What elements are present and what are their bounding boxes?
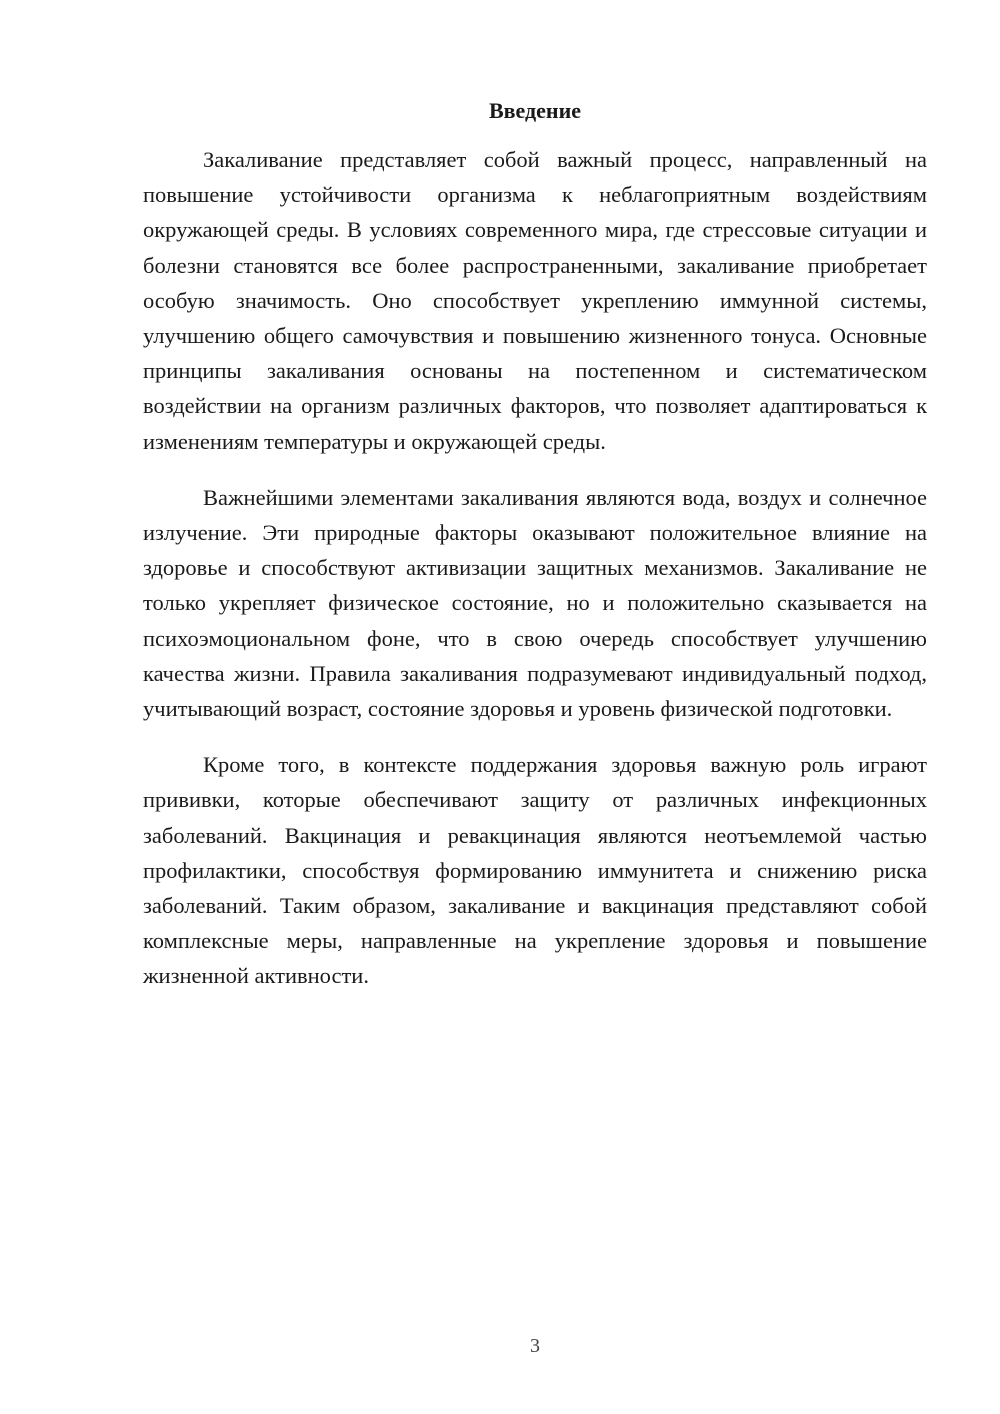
paragraph-2: Важнейшими элементами закаливания являются вода, воздух и солнечное излучение. Эти природные факторы оказывают положительное влияние на здоровье и способствуют активизации защитных механизмов. Закаливание не только укрепляет физическое состояние, но и положительно сказывается на психоэмоциональном фоне, что в свою очередь способствует улучшению качества жизни. Правила закаливания подразумевают индивидуальный подход, учитывающий возраст, состояние здоровья и уровень физической подготовки.	[143, 484, 927, 722]
section-heading: Введение	[488, 98, 582, 123]
paragraph-3: Кроме того, в контексте поддержания здоровья важную роль играют прививки, которые обеспечивают защиту от различных инфекционных заболеваний. Вакцинация и ревакцинация являются неотъемлемой частью профилактики, способствуя формированию иммунитета и снижению риска заболеваний. Таким образом, закаливание и вакцинация представляют собой комплексные меры, направленные на укрепление здоровья и повышение жизненной активности.	[143, 752, 927, 989]
body-text	[143, 142, 927, 1015]
page-number: 3	[530, 1335, 540, 1357]
paragraph-1: Закаливание представляет собой важный процесс, направленный на повышение устойчивости организма к неблагоприятным воздействиям окружающей среды. В условиях современного мира, где стрессовые ситуации и болезни становятся все более распространенными, закаливание приобретает особую значимость. Оно способствует укреплению иммунной системы, улучшению общего самочувствия и повышению жизненного тонуса. Основные принципы закаливания основаны на постепенном и систематическом воздействии на организм различных факторов, что позволяет адаптироваться к изменениям температуры и окружающей среды.	[143, 147, 927, 454]
